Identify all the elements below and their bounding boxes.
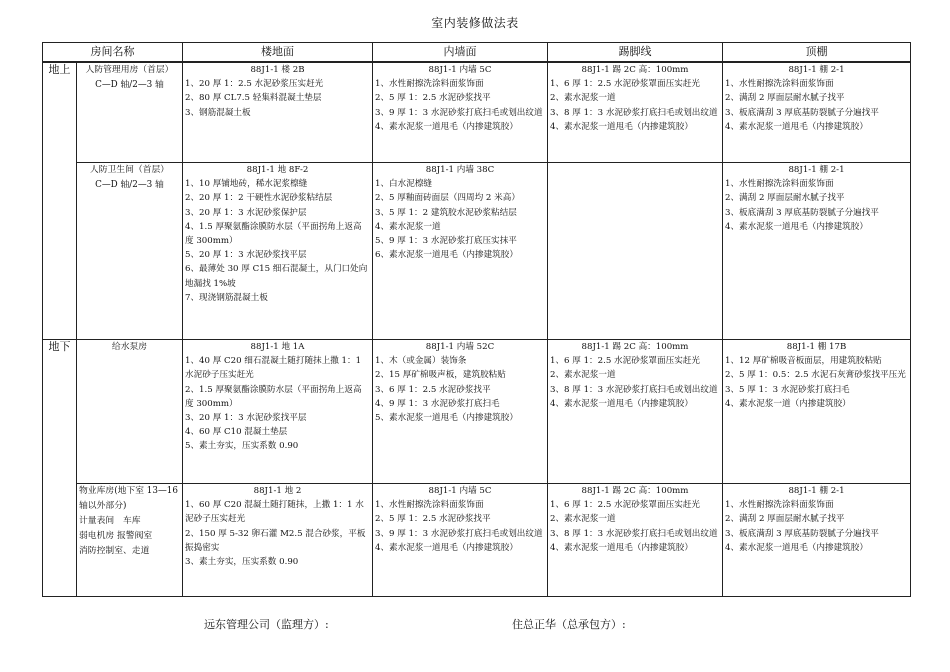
header-ceiling: 顶棚 bbox=[723, 43, 911, 63]
floor-spec-code: 88J1-1 地 1A bbox=[250, 342, 305, 352]
wall-spec-item: 3、9 厚 1：3 水泥砂浆打底扫毛或划出纹道 bbox=[375, 528, 543, 539]
ceiling-spec-item: 2、满刮 2 厚面层耐水腻子找平 bbox=[725, 514, 845, 525]
wall-spec-item: 3、6 厚 1：2.5 水泥砂浆找平 bbox=[375, 384, 491, 395]
ceiling-spec-code: 88J1-1 棚 17B bbox=[786, 342, 847, 352]
ceiling-spec-code: 88J1-1 棚 2-1 bbox=[788, 65, 845, 75]
floor-spec-item: 5、素土夯实，压实系数 0.90 bbox=[185, 441, 299, 452]
wall-spec-code: 88J1-1 内墙 5C bbox=[428, 486, 492, 496]
room-name-line: 人防卫生间（首层） bbox=[89, 165, 170, 175]
ceiling-spec-item: 2、5 厚 1：0.5：2.5 水泥石灰膏砂浆找平压光 bbox=[725, 370, 906, 381]
room-name-cell bbox=[77, 62, 183, 163]
floor-spec-item: 5、20 厚 1：3 水泥砂浆找平层 bbox=[185, 250, 307, 261]
room-name-line: 物业库房(地下室 13—16 轴以外部分) bbox=[79, 486, 178, 511]
wall-spec-item: 4、素水泥浆一道甩毛（内掺建筑胶） bbox=[375, 121, 518, 132]
skirting-spec-item: 4、素水泥浆一道甩毛（内掺建筑胶） bbox=[550, 121, 693, 132]
ceiling-spec-item: 4、素水泥浆一道甩毛（内掺建筑胶） bbox=[725, 221, 868, 232]
wall-spec-code: 88J1-1 内墙 38C bbox=[425, 165, 495, 175]
floor-spec-item: 1、40 厚 C20 细石混凝土随打随抹上撒 1：1 水泥砂子压实赶光 bbox=[185, 356, 362, 381]
header-floor: 楼地面 bbox=[183, 43, 373, 63]
room-name-line: 人防管理用房（首层） bbox=[85, 65, 174, 75]
wall-spec-item: 1、白水泥檫缝 bbox=[375, 179, 433, 190]
wall-spec-item: 3、9 厚 1：3 水泥砂浆打底扫毛或划出纹道 bbox=[375, 107, 543, 118]
ceiling-spec-item: 4、素水泥浆一道甩毛（内掺建筑胶） bbox=[725, 121, 868, 132]
ceiling-spec-cell bbox=[723, 62, 911, 163]
ceiling-spec-item: 4、素水泥浆一道（内掺建筑胶） bbox=[725, 398, 851, 409]
floor-spec-item: 1、10 厚铺地砖，稀水泥浆檫缝 bbox=[185, 179, 308, 190]
skirting-spec-item: 1、6 厚 1：2.5 水泥砂浆罩面压实赶光 bbox=[550, 356, 700, 367]
wall-spec-item: 6、素水泥浆一道甩毛（内掺建筑胶） bbox=[375, 250, 518, 261]
room-name-cell bbox=[77, 340, 183, 484]
floor-spec-item: 1、60 厚 C20 混凝土随打随抹，上撒 1：1 水泥砂子压实赶光 bbox=[185, 500, 364, 525]
skirting-spec-item: 3、8 厚 1：3 水泥砂浆打底扫毛或划出纹道 bbox=[550, 384, 718, 395]
skirting-spec-code: 88J1-1 踢 2C 高：100mm bbox=[581, 486, 689, 496]
floor-spec-item: 1、20 厚 1：2.5 水泥砂浆压实赶光 bbox=[185, 79, 324, 90]
ceiling-spec-cell bbox=[723, 484, 911, 597]
room-name-line: C—D 轴/2—3 轴 bbox=[95, 80, 164, 90]
floor-spec-cell bbox=[183, 62, 373, 163]
wall-spec-item: 4、素水泥浆一道甩毛（内掺建筑胶） bbox=[375, 542, 518, 553]
ceiling-spec-item: 2、满刮 2 厚面层耐水腻子找平 bbox=[725, 193, 845, 204]
table-row bbox=[43, 340, 911, 484]
skirting-spec-item: 3、8 厚 1：3 水泥砂浆打底扫毛或划出纹道 bbox=[550, 528, 718, 539]
ceiling-spec-item: 3、板底满刮 3 厚底基防裂腻子分遍找平 bbox=[725, 207, 879, 218]
skirting-spec-item: 2、素水泥浆一道 bbox=[550, 514, 616, 525]
header-room-name: 房间名称 bbox=[43, 43, 183, 63]
wall-spec-code: 88J1-1 内墙 52C bbox=[425, 342, 495, 352]
wall-spec-item: 2、5 厚 1：2.5 水泥砂浆找平 bbox=[375, 93, 491, 104]
skirting-spec-cell bbox=[548, 163, 723, 340]
wall-spec-item: 1、水性耐擦洗涂料面浆饰面 bbox=[375, 79, 484, 90]
header-wall: 内墙面 bbox=[373, 43, 548, 63]
level-above-ground: 地上 bbox=[43, 62, 77, 340]
wall-spec-item: 4、素水泥浆一道 bbox=[375, 221, 441, 232]
skirting-spec-code: 88J1-1 踢 2C 高：100mm bbox=[581, 65, 689, 75]
skirting-spec-item: 4、素水泥浆一道甩毛（内掺建筑胶） bbox=[550, 542, 693, 553]
wall-spec-item: 2、15 厚矿棉吸声板，建筑胶粘贴 bbox=[375, 370, 506, 381]
ceiling-spec-item: 1、水性耐擦洗涂料面浆饰面 bbox=[725, 179, 834, 190]
ceiling-spec-item: 3、板底满刮 3 厚底基防裂腻子分遍找平 bbox=[725, 107, 879, 118]
wall-spec-item: 1、水性耐擦洗涂料面浆饰面 bbox=[375, 500, 484, 511]
floor-spec-item: 2、150 厚 5-32 卵石灌 M2.5 混合砂浆，平板振捣密实 bbox=[185, 528, 366, 553]
wall-spec-cell bbox=[373, 163, 548, 340]
wall-spec-item: 1、木（或金属）装饰条 bbox=[375, 356, 467, 367]
skirting-spec-cell bbox=[548, 62, 723, 163]
floor-spec-item: 2、20 厚 1：2 干硬性水泥砂浆粘结层 bbox=[185, 193, 333, 204]
footer-supervisor: 远东管理公司（监理方）: bbox=[204, 618, 329, 631]
document-title: 室内装修做法表 bbox=[431, 16, 519, 30]
finish-schedule-table bbox=[42, 42, 911, 597]
skirting-spec-cell bbox=[548, 484, 723, 597]
wall-spec-item: 5、素水泥浆一道甩毛（内掺建筑胶） bbox=[375, 413, 518, 424]
wall-spec-cell bbox=[373, 484, 548, 597]
wall-spec-cell bbox=[373, 340, 548, 484]
ceiling-spec-item: 3、板底满刮 3 厚底基防裂腻子分遍找平 bbox=[725, 528, 879, 539]
wall-spec-item: 5、9 厚 1：3 水泥砂浆打底压实抹平 bbox=[375, 236, 517, 247]
skirting-spec-item: 2、素水泥浆一道 bbox=[550, 93, 616, 104]
floor-spec-code: 88J1-1 地 8F-2 bbox=[246, 165, 309, 175]
floor-spec-item: 6、最薄处 30 厚 C15 细石混凝土，从门口处向地漏找 1%坡 bbox=[185, 264, 368, 289]
floor-spec-item: 2、80 厚 CL7.5 轻集料混凝土垫层 bbox=[185, 93, 322, 104]
wall-spec-cell bbox=[373, 62, 548, 163]
ceiling-spec-item: 1、水性耐擦洗涂料面浆饰面 bbox=[725, 500, 834, 511]
floor-spec-code: 88J1-1 地 2 bbox=[253, 486, 302, 496]
table-row bbox=[43, 484, 911, 597]
table-row bbox=[43, 62, 911, 163]
room-name-line: 计量表间 车库 bbox=[79, 516, 141, 526]
ceiling-spec-item: 3、5 厚 1：3 水泥砂浆打底扫毛 bbox=[725, 384, 850, 395]
floor-spec-item: 3、20 厚 1：3 水泥砂浆保护层 bbox=[185, 207, 307, 218]
floor-spec-item: 2、1.5 厚聚氨酯涂膜防水层（平面拐角上返高度 300mm） bbox=[185, 384, 362, 409]
wall-spec-item: 2、5 厚釉面砖面层（四周均 2 米高） bbox=[375, 193, 520, 204]
skirting-spec-cell bbox=[548, 340, 723, 484]
floor-spec-item: 7、现浇钢筋混凝土板 bbox=[185, 292, 268, 303]
skirting-spec-code: 88J1-1 踢 2C 高：100mm bbox=[581, 342, 689, 352]
room-name-cell bbox=[77, 484, 183, 597]
floor-spec-item: 4、60 厚 C10 混凝土垫层 bbox=[185, 427, 288, 438]
skirting-spec-item: 3、8 厚 1：3 水泥砂浆打底扫毛或划出纹道 bbox=[550, 107, 718, 118]
ceiling-spec-item: 2、满刮 2 厚面层耐水腻子找平 bbox=[725, 93, 845, 104]
room-name-line: 消防控制室、走道 bbox=[79, 546, 150, 556]
wall-spec-item: 3、5 厚 1：2 建筑胶水泥砂浆粘结层 bbox=[375, 207, 517, 218]
skirting-spec-item: 4、素水泥浆一道甩毛（内掺建筑胶） bbox=[550, 398, 693, 409]
level-below-ground: 地下 bbox=[43, 340, 77, 597]
floor-spec-cell bbox=[183, 484, 373, 597]
floor-spec-code: 88J1-1 楼 2B bbox=[250, 65, 305, 75]
wall-spec-item: 4、9 厚 1：3 水泥砂浆打底扫毛 bbox=[375, 398, 500, 409]
ceiling-spec-cell bbox=[723, 163, 911, 340]
ceiling-spec-item: 4、素水泥浆一道甩毛（内掺建筑胶） bbox=[725, 542, 868, 553]
ceiling-spec-code: 88J1-1 棚 2-1 bbox=[788, 486, 845, 496]
wall-spec-item: 2、5 厚 1：2.5 水泥砂浆找平 bbox=[375, 514, 491, 525]
room-name-line: 弱电机房 报警阀室 bbox=[79, 531, 153, 541]
header-row bbox=[43, 43, 911, 63]
floor-spec-cell bbox=[183, 163, 373, 340]
floor-spec-item: 3、20 厚 1：3 水泥砂浆找平层 bbox=[185, 413, 307, 424]
ceiling-spec-cell bbox=[723, 340, 911, 484]
header-skirting: 踢脚线 bbox=[548, 43, 723, 63]
room-name-line: C—D 轴/2—3 轴 bbox=[95, 180, 164, 190]
footer-contractor: 住总正华（总承包方）: bbox=[512, 618, 626, 631]
skirting-spec-item: 1、6 厚 1：2.5 水泥砂浆罩面压实赶光 bbox=[550, 79, 700, 90]
floor-spec-item: 3、钢筋混凝土板 bbox=[185, 107, 251, 118]
floor-spec-item: 4、1.5 厚聚氨酯涂膜防水层（平面拐角上返高度 300mm） bbox=[185, 221, 362, 247]
ceiling-spec-item: 1、水性耐擦洗涂料面浆饰面 bbox=[725, 79, 834, 90]
room-name-line: 给水泵房 bbox=[111, 342, 148, 352]
floor-spec-item: 3、素土夯实，压实系数 0.90 bbox=[185, 557, 299, 568]
skirting-spec-item: 1、6 厚 1：2.5 水泥砂浆罩面压实赶光 bbox=[550, 500, 700, 511]
ceiling-spec-code: 88J1-1 棚 2-1 bbox=[788, 165, 845, 175]
table-row bbox=[43, 163, 911, 340]
room-name-cell bbox=[77, 163, 183, 340]
wall-spec-code: 88J1-1 内墙 5C bbox=[428, 65, 492, 75]
skirting-spec-item: 2、素水泥浆一道 bbox=[550, 370, 616, 381]
floor-spec-cell bbox=[183, 340, 373, 484]
ceiling-spec-item: 1、12 厚矿棉吸音板面层，用建筑胶粘贴 bbox=[725, 356, 882, 367]
